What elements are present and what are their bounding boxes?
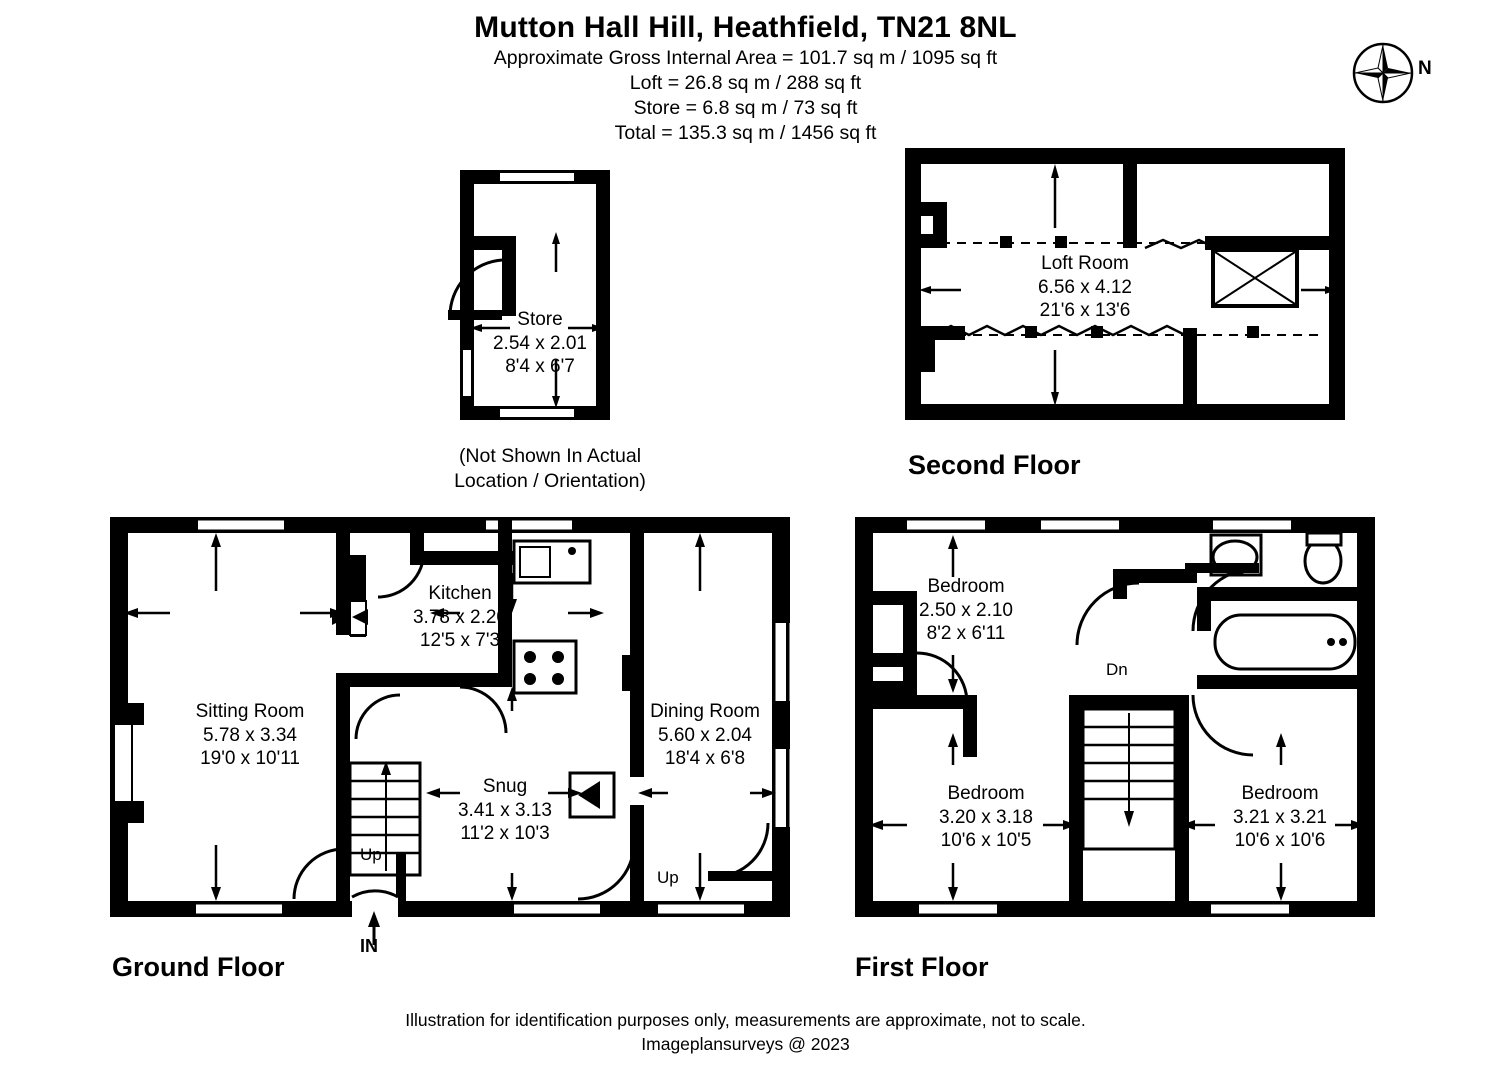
floor-title-ground: Ground Floor — [112, 952, 285, 982]
room-label-kitchen — [375, 582, 545, 653]
room-dimension-metric: 3.20 x 3.18 — [938, 806, 1034, 828]
room-dimension-imperial: 19'0 x 10'11 — [200, 748, 300, 769]
room-label-sitting-room — [130, 700, 370, 771]
room-name: Loft Room — [1041, 253, 1129, 274]
store-plan-svg — [440, 160, 640, 440]
stairs-label-up-left: Up — [360, 845, 382, 864]
entrance-label-in: IN — [360, 936, 378, 956]
room-dimension-metric: 5.60 x 2.04 — [657, 724, 753, 746]
page-title: Mutton Hall Hill, Heathfield, TN21 8NL — [474, 11, 1017, 44]
copyright-text: Imageplansurveys @ 2023 — [641, 1034, 850, 1054]
disclaimer-text: Illustration for identification purposes only, measurements are approximate, not to scale. — [405, 1010, 1086, 1030]
room-dimension-metric: 6.56 x 4.12 — [1037, 276, 1133, 298]
room-dimension-imperial: 10'6 x 10'6 — [1234, 830, 1326, 851]
room-name: Snug — [482, 776, 528, 797]
room-dimension-imperial: 8'4 x 6'7 — [505, 356, 575, 377]
room-dimension-metric: 5.78 x 3.34 — [202, 724, 298, 746]
room-dimension-metric: 2.54 x 2.01 — [492, 332, 588, 354]
header — [0, 10, 1491, 146]
room-dimension-metric: 2.50 x 2.10 — [918, 599, 1014, 621]
room-name: Dining Room — [650, 701, 760, 722]
compass — [1352, 42, 1452, 104]
room-name: Bedroom — [947, 783, 1025, 804]
footer — [0, 1008, 1491, 1056]
room-label-bedroom-small — [866, 575, 1066, 646]
room-name: Store — [517, 309, 563, 330]
floor-title-second: Second Floor — [908, 450, 1081, 480]
room-label-bedroom-right — [1180, 782, 1380, 853]
room-dimension-imperial: 12'5 x 7'3 — [419, 630, 501, 651]
room-name: Bedroom — [1241, 783, 1319, 804]
room-label-dining-room — [585, 700, 825, 771]
room-name: Bedroom — [927, 576, 1005, 597]
floor-title-first: First Floor — [855, 952, 989, 982]
area-summary-line: Store = 6.8 sq m / 73 sq ft — [633, 97, 858, 119]
compass-north-label: N — [1418, 58, 1432, 79]
area-summary-line: Approximate Gross Internal Area = 101.7 sq m / 1095 sq ft — [493, 47, 998, 69]
room-dimension-metric: 3.21 x 3.21 — [1232, 806, 1328, 828]
room-dimension-metric: 3.41 x 3.13 — [457, 799, 553, 821]
store-note-line1: (Not Shown In Actual — [458, 445, 642, 467]
room-label-loft-room — [975, 252, 1195, 323]
store-location-note — [380, 444, 720, 494]
first-floor-plan-svg — [845, 505, 1385, 930]
room-name: Kitchen — [428, 583, 492, 604]
store-floorplan — [440, 160, 640, 440]
room-label-snug — [410, 775, 600, 846]
first-floor-plan — [845, 505, 1385, 930]
room-dimension-imperial: 18'4 x 6'8 — [664, 748, 746, 769]
compass-rose-icon — [1352, 42, 1414, 104]
room-name: Sitting Room — [195, 701, 305, 722]
room-dimension-metric: 3.78 x 2.20 — [412, 606, 508, 628]
room-dimension-imperial: 8'2 x 6'11 — [926, 623, 1006, 644]
stairs-label-down: Dn — [1106, 660, 1128, 679]
stairs-label-up-right: Up — [657, 868, 679, 887]
area-summary-line: Total = 135.3 sq m / 1456 sq ft — [614, 122, 877, 144]
area-summary-line: Loft = 26.8 sq m / 288 sq ft — [629, 72, 862, 94]
store-note-line2: Location / Orientation) — [454, 470, 646, 492]
room-dimension-imperial: 21'6 x 13'6 — [1039, 300, 1131, 321]
room-dimension-imperial: 10'6 x 10'5 — [940, 830, 1032, 851]
room-label-bedroom-left — [886, 782, 1086, 853]
room-label-store — [440, 308, 640, 379]
room-dimension-imperial: 11'2 x 10'3 — [460, 823, 550, 844]
